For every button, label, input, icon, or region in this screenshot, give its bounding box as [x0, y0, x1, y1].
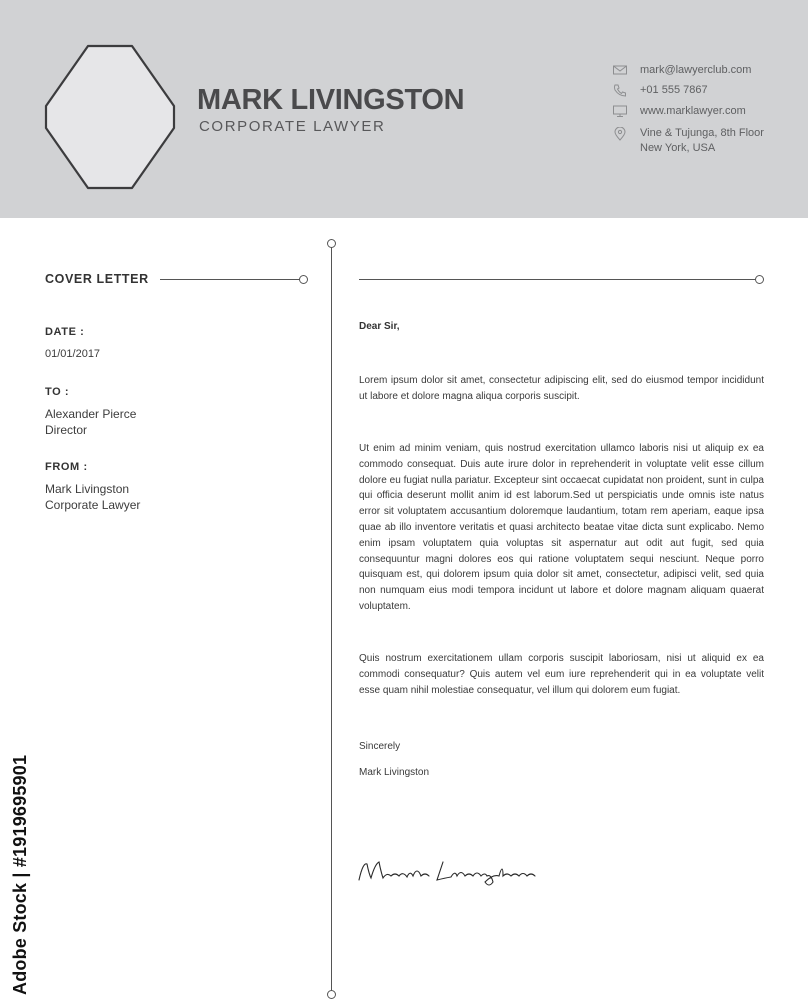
closing: Sincerely — [359, 741, 401, 752]
phone-text: +01 555 7867 — [640, 84, 708, 96]
sender-name: Mark Livingston — [45, 482, 130, 496]
recipient-name: Alexander Pierce — [45, 407, 137, 421]
cover-letter-heading: COVER LETTER — [45, 272, 149, 286]
to-label: TO : — [45, 386, 70, 398]
vertical-divider — [331, 247, 332, 992]
job-title: CORPORATE LAWYER — [199, 118, 386, 135]
person-name: MARK LIVINGSTON — [197, 84, 465, 116]
letter-paragraph-3: Quis nostrum exercitationem ullam corporis suscipit laboriosam, nisi ut aliquid ex ea commodi consequatur? Quis autem vel eum iure reprehenderit qui in ea voluptate velit esse quam nihil molestiae consequatur, vel illum qui dolorem eum fugiat. — [359, 653, 764, 696]
letter-rule-node — [755, 275, 764, 284]
letter-heading-rule — [359, 279, 756, 280]
handwritten-signature — [355, 852, 565, 892]
recipient-role: Director — [45, 423, 88, 437]
location-pin-icon — [612, 127, 628, 141]
divider-top-node — [327, 239, 336, 248]
phone-icon — [612, 83, 628, 97]
salutation: Dear Sir, — [359, 321, 400, 332]
monitor-icon — [612, 104, 628, 118]
date-label: DATE : — [45, 326, 85, 338]
website-text: www.marklawyer.com — [640, 105, 746, 117]
address-text: Vine & Tujunga, 8th Floor New York, USA — [640, 127, 764, 154]
sidebar-rule-node — [299, 275, 308, 284]
letter-paragraph-1: Lorem ipsum dolor sit amet, consectetur adipiscing elit, sed do eiusmod tempor incididunt ut labore et dolore magna aliqua corporis suscipit. — [359, 375, 764, 402]
divider-bottom-node — [327, 990, 336, 999]
date-value: 01/01/2017 — [45, 348, 101, 360]
closing-name: Mark Livingston — [359, 767, 430, 778]
stock-watermark-id: Adobe Stock | #191969590​1 — [10, 754, 30, 995]
email-text: mark@lawyerclub.com — [640, 64, 752, 76]
header-band — [0, 0, 808, 218]
envelope-icon — [612, 63, 628, 77]
sender-role: Corporate Lawyer — [45, 498, 141, 512]
sidebar-heading-rule — [160, 279, 300, 280]
from-label: FROM : — [45, 461, 88, 473]
letter-paragraph-2: Ut enim ad minim veniam, quis nostrud exercitation ullamco laboris nisi ut aliquip ex ea commodo consequat. Duis aute irure dolor in reprehenderit in voluptate velit esse cillum dolore eu fugiat nulla pariatur. Excepteur sint occaecat cupidatat non proident, sunt in culpa qui officia deserunt mollit anim id est laborum.Sed ut perspiciatis unde omnis iste natus error sit voluptatem accusantium doloremque laudantium, totam rem aperiam, eaque ipsa quae ab illo inventore veritatis et quasi architecto beatae vitae dicta sunt explicabo. Nemo enim ipsam voluptatem quia voluptas sit aspernatur aut odit aut fugit, sed quia consequuntur magni dolores eos qui ratione voluptatem sequi nesciunt. Neque porro quisquam est, qui dolorem ipsum quia dolor sit amet, consectetur, adipisci velit, sed quia non numquam eius modi tempora incidunt ut labore et dolore magnam aliquam quaerat voluptatem. — [359, 443, 764, 612]
hexagon-photo-frame — [42, 42, 178, 192]
